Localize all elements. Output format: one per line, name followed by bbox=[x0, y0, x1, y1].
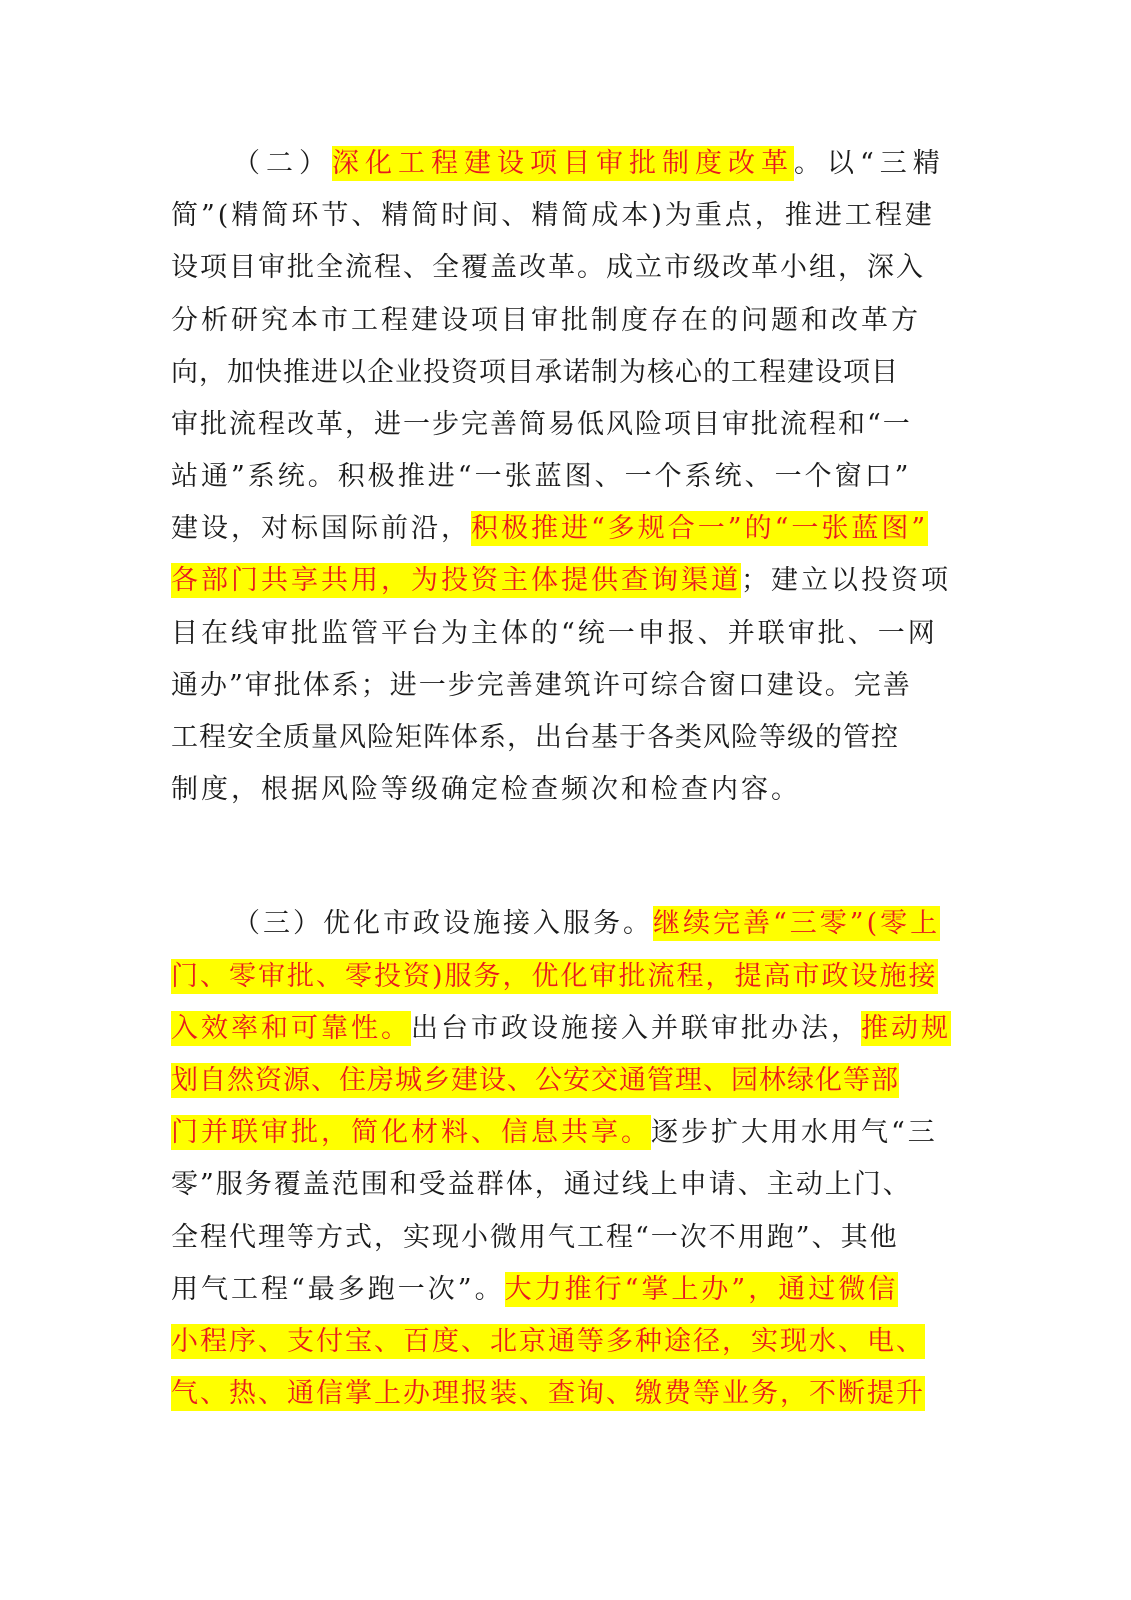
text-run: 工程安全质量风险矩阵体系，出台基于各类风险等级的管控 bbox=[171, 722, 899, 753]
highlighted-text: 大力推行“掌上办”，通过微信 bbox=[504, 1274, 899, 1305]
text-run: 。以“三精 bbox=[794, 148, 946, 179]
text-line bbox=[171, 952, 938, 1002]
highlighted-text: 各部门共享共用，为投资主体提供查询渠道 bbox=[171, 565, 741, 596]
text-line bbox=[171, 400, 912, 450]
text-line bbox=[171, 765, 801, 815]
highlighted-text: 气、热、通信掌上办理报装、查询、缴费等业务，不断提升 bbox=[171, 1378, 925, 1409]
text-line bbox=[171, 243, 925, 293]
highlighted-text: 深化工程建设项目审批制度改革 bbox=[332, 148, 794, 179]
text-run: 零”服务覆盖范围和受益群体，通过线上申请、主动上门、 bbox=[171, 1169, 912, 1200]
text-line bbox=[171, 504, 928, 554]
text-line bbox=[171, 1317, 925, 1367]
highlighted-text: 划自然资源、住房城乡建设、公安交通管理、园林绿化等部 bbox=[171, 1065, 899, 1096]
text-line bbox=[171, 348, 899, 398]
text-run: （三）优化市政设施接入服务。 bbox=[233, 908, 653, 939]
text-line bbox=[171, 1004, 951, 1054]
text-line bbox=[171, 609, 938, 659]
text-run: 全程代理等方式，实现小微用气工程“一次不用跑”、其他 bbox=[171, 1222, 899, 1253]
text-line bbox=[171, 556, 951, 606]
text-run: 设项目审批全流程、全覆盖改革。成立市级改革小组，深入 bbox=[171, 252, 925, 283]
text-run: 简”(精简环节、精简时间、精简成本)为重点，推进工程建 bbox=[171, 200, 935, 231]
text-run: 站通”系统。积极推进“一张蓝图、一个系统、一个窗口” bbox=[171, 461, 912, 492]
text-line bbox=[171, 713, 899, 763]
text-line bbox=[171, 1265, 898, 1315]
text-run: 分析研究本市工程建设项目审批制度存在的问题和改革方 bbox=[171, 305, 921, 336]
text-line bbox=[171, 1160, 912, 1210]
text-line bbox=[171, 1108, 938, 1158]
text-run: 出台市政设施接入并联审批办法， bbox=[411, 1013, 861, 1044]
highlighted-text: 入效率和可靠性。 bbox=[171, 1013, 411, 1044]
highlighted-text: 积极推进“多规合一”的“一张蓝图” bbox=[471, 513, 929, 544]
text-run: 向，加快推进以企业投资项目承诺制为核心的工程建设项目 bbox=[171, 357, 899, 388]
text-line bbox=[171, 191, 935, 241]
text-line bbox=[171, 1213, 899, 1263]
highlighted-text: 小程序、支付宝、百度、北京通等多种途径，实现水、电、 bbox=[171, 1326, 925, 1357]
text-run: （二） bbox=[233, 148, 332, 179]
text-run: 建设，对标国际前沿， bbox=[171, 513, 471, 544]
text-line bbox=[171, 1369, 925, 1419]
text-line bbox=[171, 661, 912, 711]
highlighted-text: 继续完善“三零”(零上 bbox=[653, 908, 941, 939]
text-run: 制度，根据风险等级确定检查频次和检查内容。 bbox=[171, 774, 801, 805]
highlighted-text: 推动规 bbox=[861, 1013, 951, 1044]
text-run: ；建立以投资项 bbox=[741, 565, 951, 596]
text-line bbox=[233, 899, 940, 949]
text-run: 用气工程“最多跑一次”。 bbox=[171, 1274, 505, 1305]
text-line bbox=[171, 296, 921, 346]
text-run: 目在线审批监管平台为主体的“统一申报、并联审批、一网 bbox=[171, 618, 938, 649]
text-line bbox=[171, 452, 911, 502]
text-run: 通办”审批体系；进一步完善建筑许可综合窗口建设。完善 bbox=[171, 670, 912, 701]
text-run: 审批流程改革，进一步完善简易低风险项目审批流程和“一 bbox=[171, 409, 912, 440]
text-line bbox=[171, 1056, 899, 1106]
highlighted-text: 门、零审批、零投资)服务，优化审批流程，提高市政设施接 bbox=[171, 961, 938, 992]
text-run: 逐步扩大用水用气“三 bbox=[651, 1117, 938, 1148]
text-line bbox=[233, 139, 946, 189]
highlighted-text: 门并联审批，简化材料、信息共享。 bbox=[171, 1117, 651, 1148]
